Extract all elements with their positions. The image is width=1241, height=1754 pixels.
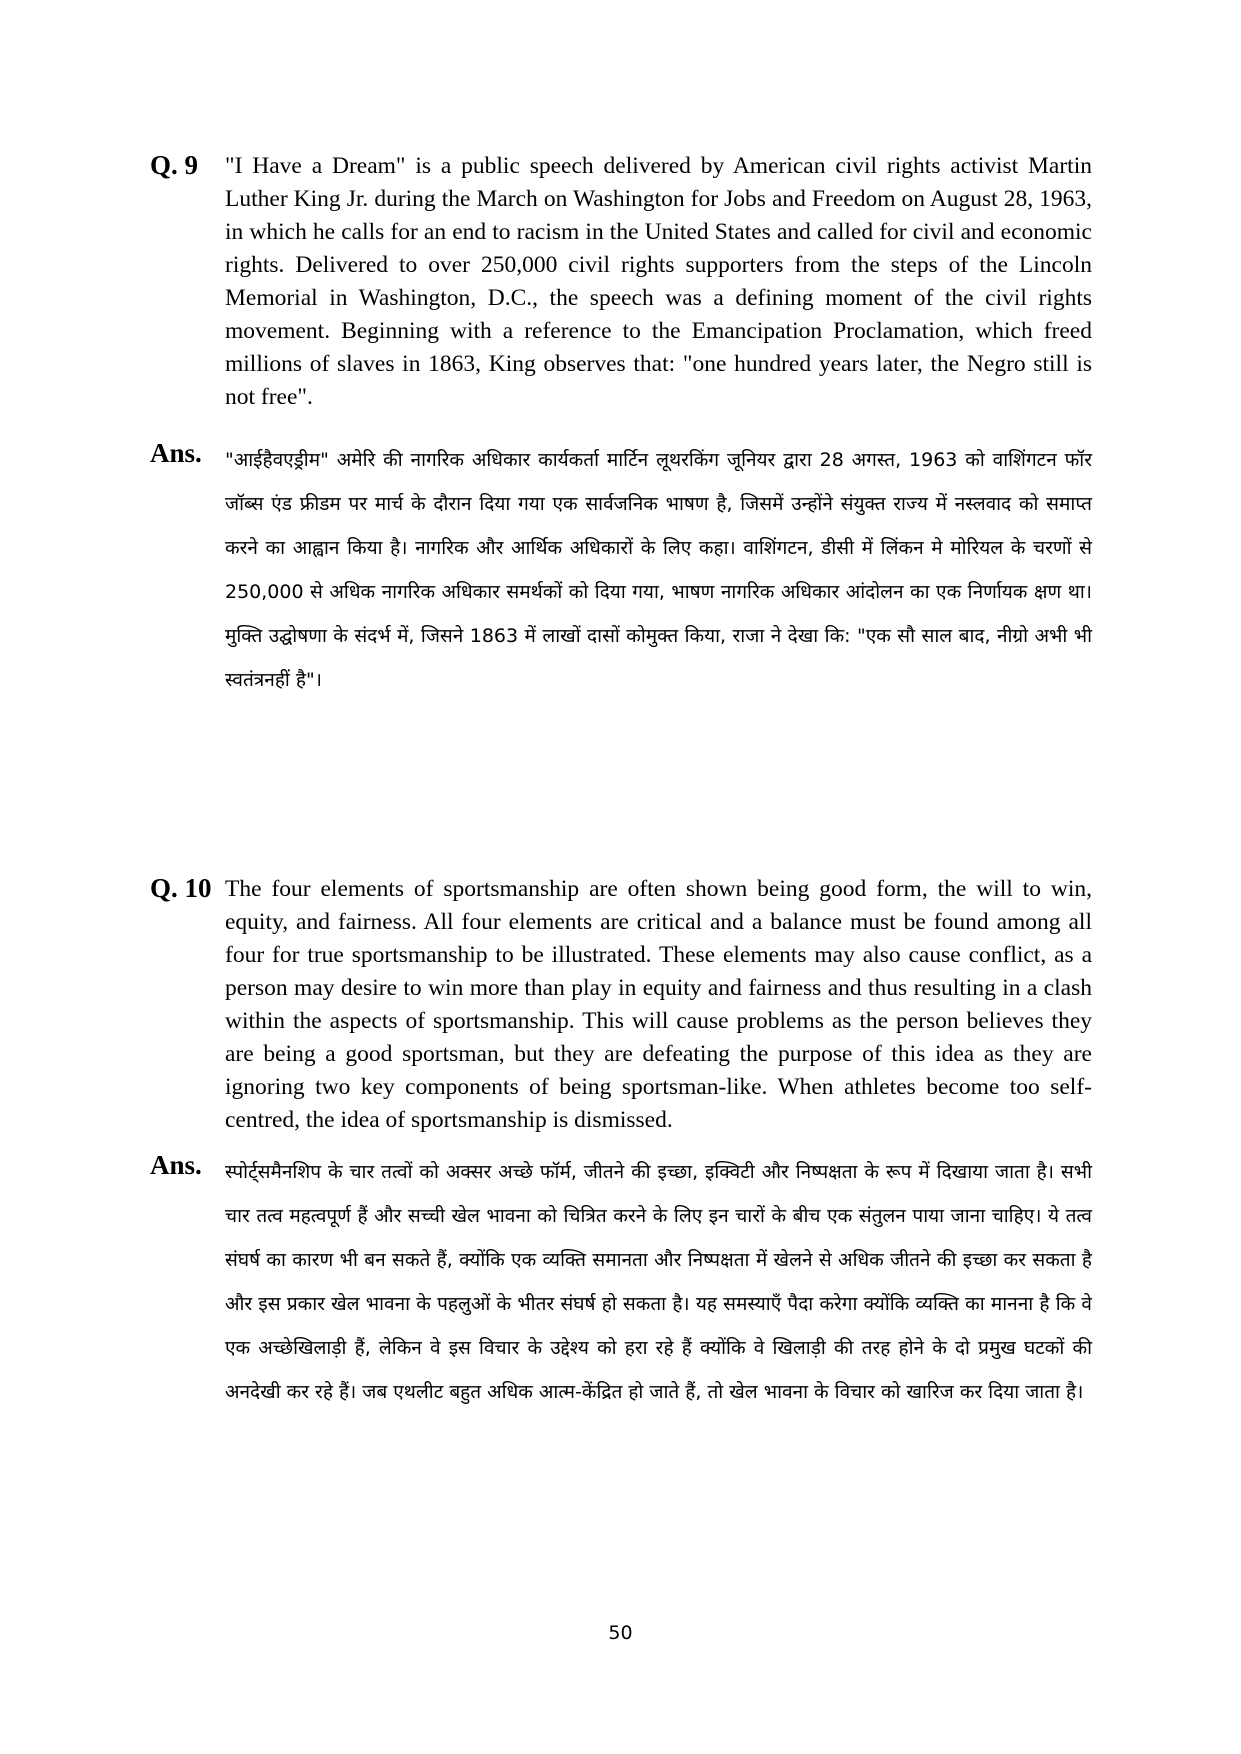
answer-9 — [150, 438, 1092, 702]
page-number: 50 — [608, 1622, 633, 1644]
answer-10 — [150, 1150, 1092, 1414]
question-label: Q. 10 — [150, 873, 212, 903]
question-text: The four elements of sportsmanship are often shown being good form, the will to win, equity, and fairness. All four elements are critical and a balance must be found among all four for true sportsmanship to be illustrated. These elements may also cause conflict, as a person may desire to win more than play in equity and fairness and thus resulting in a clash within the aspects of sportsmanship. This will cause problems as the person believes they are being a good sportsman, but they are defeating the purpose of this idea as they are ignoring two key components of being sportsman-like. When athletes become too self-centred, the idea of sportsmanship is dismissed. — [225, 876, 1092, 1133]
question-9 — [150, 150, 1092, 414]
answer-text: स्पोर्ट्समैनशिप के चार तत्वों को अक्सर अच्छे फॉर्म, जीतने की इच्छा, इक्विटी और निष्पक्षता के रूप में दिखाया जाता है। सभी चार तत्व महत्वपूर्ण हैं और सच्ची खेल भावना को चित्रित करने के लिए इन चारों के बीच एक संतुलन पाया जाना चाहिए। ये तत्व संघर्ष का कारण भी बन सकते हैं, क्योंकि एक व्यक्ति समानता और निष्पक्षता में खेलने से अधिक जीतने की इच्छा कर सकता है और इस प्रकार खेल भावना के पहलुओं के भीतर संघर्ष हो सकता है। यह समस्याएँ पैदा करेगा क्योंकि व्यक्ति का मानना है कि वे एक अच्छेखिलाड़ी हैं, लेकिन वे इस विचार के उद्देश्य को हरा रहे हैं क्योंकि वे खिलाड़ी की तरह होने के दो प्रमुख घटकों की अनदेखी कर रहे हैं। जब एथलीट बहुत अधिक आत्म-केंद्रित हो जाते हैं, तो खेल भावना के विचार को खारिज कर दिया जाता है। — [225, 1161, 1092, 1403]
question-text: "I Have a Dream" is a public speech delivered by American civil rights activist Martin Luther King Jr. during the March on Washington for Jobs and Freedom on August 28, 1963, in which he calls for an end to racism in the United States and called for civil and economic rights. Delivered to over 250,000 civil rights supporters from the steps of the Lincoln Memorial in Washington, D.C., the speech was a defining moment of the civil rights movement. Beginning with a reference to the Emancipation Proclamation, which freed millions of slaves in 1863, King observes that: "one hundred years later, the Negro still is not free". — [225, 153, 1092, 410]
answer-label: Ans. — [150, 1150, 202, 1180]
answer-label: Ans. — [150, 438, 202, 468]
answer-text: "आईहैवएड्रीम" अमेरि की नागरिक अधिकार कार्यकर्ता मार्टिन लूथरकिंग जूनियर द्वारा 28 अगस्त, 1963 को वाशिंगटन फॉर जॉब्स एंड फ्रीडम पर मार्च के दौरान दिया गया एक सार्वजनिक भाषण है, जिसमें उन्होंने संयुक्त राज्य में नस्लवाद को समाप्त करने का आह्वान किया है। नागरिक और आर्थिक अधिकारों के लिए कहा। वाशिंगटन, डीसी में लिंकन मे मोरियल के चरणों से 250,000 से अधिक नागरिक अधिकार समर्थकों को दिया गया, भाषण नागरिक अधिकार आंदोलन का एक निर्णायक क्षण था। मुक्ति उद्घोषणा के संदर्भ में, जिसने 1863 में लाखों दासों कोमुक्त किया, राजा ने देखा कि: "एक सौ साल बाद, नीग्रो अभी भी स्वतंत्रनहीं है"। — [225, 449, 1092, 691]
question-label: Q. 9 — [150, 150, 199, 180]
question-10 — [150, 873, 1092, 1137]
